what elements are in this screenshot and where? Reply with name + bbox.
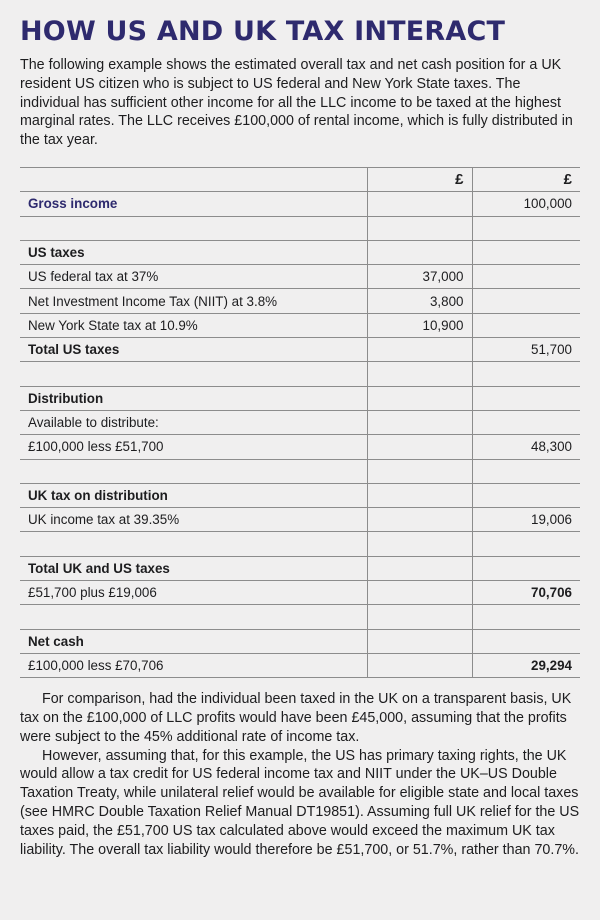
- table-row-distribution-calc: [20, 435, 580, 459]
- row-value-col3: 48,300: [472, 435, 580, 459]
- row-value-col2: [367, 483, 472, 507]
- page-title: HOW US AND UK TAX INTERACT: [20, 16, 506, 47]
- table-row-spacer: [20, 362, 580, 386]
- row-label: £100,000 less £51,700: [20, 435, 367, 459]
- row-label: UK income tax at 39.35%: [20, 508, 367, 532]
- table-row-us-taxes-heading: [20, 240, 580, 264]
- table-row-available-to-distribute: [20, 410, 580, 434]
- table-row-uk-income-tax: [20, 508, 580, 532]
- intro-text: The following example shows the estimated overall tax and net cash position for a UK resident US citizen who is subject to US federal and New York State taxes. The individual has sufficient other income for all the LLC income to be taxed at the highest marginal rates. The LLC receives £100,000 of rental income, which is fully distributed in the tax year.: [20, 57, 573, 149]
- row-value-col3: [472, 240, 580, 264]
- row-value-col3: [472, 556, 580, 580]
- paragraph-tax-credit: However, assuming that, for this example, the US has primary taxing rights, the UK would allow a tax credit for US federal income tax and NIIT under the UK–US Double Taxation Treaty, while unilateral relief would be available for eligible state and local taxes (see HMRC Double Taxation Relief Manual DT19851). Assuming full UK relief for the US taxes paid, the £51,700 US tax calculated above would exceed the maximum UK tax liability. The overall tax liability would therefore be £51,700, or 51.7%, rather than 70.7%.: [20, 747, 580, 858]
- row-value-col2: [367, 556, 472, 580]
- row-value-col2: [367, 629, 472, 653]
- row-label: £51,700 plus £19,006: [20, 581, 367, 605]
- tax-table: [20, 167, 580, 678]
- table-row-spacer: [20, 459, 580, 483]
- row-value-col3: [472, 313, 580, 337]
- table-row-spacer: [20, 605, 580, 629]
- row-value-col3: [472, 483, 580, 507]
- paragraph-comparison: For comparison, had the individual been taxed in the UK on a transparent basis, UK tax on the £100,000 of LLC profits would have been £45,000, assuming that the profits were subject to the 45% additional rate of income tax.: [20, 691, 572, 745]
- row-value-col2: [367, 386, 472, 410]
- table-row-total-taxes-heading: [20, 556, 580, 580]
- row-label: Total US taxes: [20, 338, 367, 362]
- row-value-col2: 3,800: [367, 289, 472, 313]
- row-value-col3: [472, 362, 580, 386]
- row-value-col3: [472, 216, 580, 240]
- row-label: Total UK and US taxes: [20, 556, 367, 580]
- row-value-col2: [367, 605, 472, 629]
- header-blank-cell: [20, 167, 367, 191]
- row-value-col3: 100,000: [472, 192, 580, 216]
- table-row-net-cash-calc: [20, 653, 580, 677]
- row-label: [20, 216, 367, 240]
- row-value-col3: [472, 265, 580, 289]
- row-label: Net cash: [20, 629, 367, 653]
- row-value-col2: [367, 410, 472, 434]
- row-value-col3: [472, 289, 580, 313]
- table-header-row: [20, 167, 580, 191]
- row-label: Available to distribute:: [20, 410, 367, 434]
- table-row-distribution-heading: [20, 386, 580, 410]
- row-label: Distribution: [20, 386, 367, 410]
- header-currency-col2: £: [367, 167, 472, 191]
- row-label: US taxes: [20, 240, 367, 264]
- row-value-col2: [367, 581, 472, 605]
- row-label: [20, 605, 367, 629]
- row-value-col3: [472, 386, 580, 410]
- row-value-col2: [367, 508, 472, 532]
- row-value-col2: 37,000: [367, 265, 472, 289]
- table-row-net-cash-heading: [20, 629, 580, 653]
- row-value-col3: [472, 532, 580, 556]
- row-value-col3: 29,294: [472, 653, 580, 677]
- row-value-col2: [367, 532, 472, 556]
- table-row-spacer: [20, 532, 580, 556]
- body-text: [20, 690, 580, 859]
- table-row-total-taxes-calc: [20, 581, 580, 605]
- table-row-niit: [20, 289, 580, 313]
- table-row-ny-state-tax: [20, 313, 580, 337]
- table-row-us-federal-tax: [20, 265, 580, 289]
- row-label: US federal tax at 37%: [20, 265, 367, 289]
- row-value-col2: 10,900: [367, 313, 472, 337]
- row-label: New York State tax at 10.9%: [20, 313, 367, 337]
- row-value-col2: [367, 216, 472, 240]
- row-value-col2: [367, 653, 472, 677]
- row-value-col2: [367, 435, 472, 459]
- row-value-col2: [367, 240, 472, 264]
- row-value-col2: [367, 338, 472, 362]
- header-currency-col3: £: [472, 167, 580, 191]
- row-label: [20, 362, 367, 386]
- table-row-gross-income: [20, 192, 580, 216]
- row-label: [20, 459, 367, 483]
- table-row-spacer: [20, 216, 580, 240]
- row-value-col3: 70,706: [472, 581, 580, 605]
- row-label: £100,000 less £70,706: [20, 653, 367, 677]
- row-value-col2: [367, 192, 472, 216]
- table-row-uk-tax-heading: [20, 483, 580, 507]
- row-label: Net Investment Income Tax (NIIT) at 3.8%: [20, 289, 367, 313]
- row-value-col3: [472, 459, 580, 483]
- row-value-col2: [367, 459, 472, 483]
- row-label: Gross income: [20, 192, 367, 216]
- row-label: UK tax on distribution: [20, 483, 367, 507]
- row-label: [20, 532, 367, 556]
- table-row-total-us-taxes: [20, 338, 580, 362]
- row-value-col3: 19,006: [472, 508, 580, 532]
- row-value-col3: 51,700: [472, 338, 580, 362]
- row-value-col3: [472, 410, 580, 434]
- row-value-col3: [472, 605, 580, 629]
- row-value-col2: [367, 362, 472, 386]
- row-value-col3: [472, 629, 580, 653]
